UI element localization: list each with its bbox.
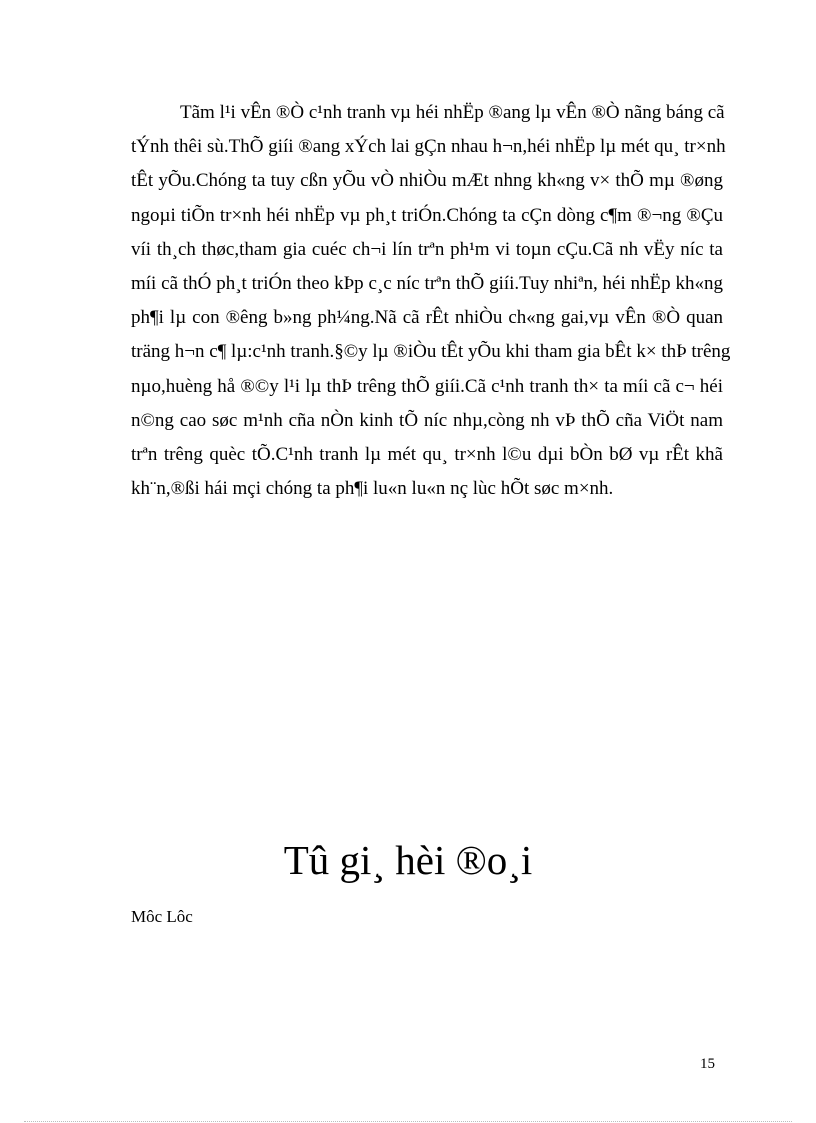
- paragraph-line: víi th¸ch thøc,tham gia cuéc ch¬i lín trªn ph¹m vi toµn cÇu.Cã nh vËy níc ta: [131, 238, 723, 260]
- paragraph-line: ph¶i lµ con ®êng b»ng ph¼ng.Nã cã rÊt nhiÒu ch«ng gai,vµ vÊn ®Ò quan: [131, 307, 723, 329]
- paragraph-line: Tãm l¹i vÊn ®Ò c¹nh tranh vµ héi nhËp ®ang lµ vÊn ®Ò nãng báng cã: [180, 102, 725, 123]
- paragraph-line: kh¨n,®ßi hái mçi chóng ta ph¶i lu«n lu«n nç lùc hÕt søc m×nh.: [131, 478, 614, 500]
- paragraph-line: träng h¬n c¶ lµ:c¹nh tranh.§©y lµ ®iÒu tÊt yÕu khi tham gia bÊt k× thÞ trêng: [131, 341, 731, 363]
- paragraph-line: ngoµi tiÕn tr×nh héi nhËp vµ ph¸t triÓn.Chóng ta cÇn dòng c¶m ®¬ng ®Çu: [131, 204, 723, 226]
- paragraph-line: nµo,huèng hå ®©y l¹i lµ thÞ trêng thÕ giíi.Cã c¹nh tranh th× ta míi cã c¬ héi: [131, 375, 723, 397]
- page-number: 15: [700, 1056, 715, 1072]
- paragraph-line: n©ng cao søc m¹nh cña nÒn kinh tÕ níc nhµ,còng nh vÞ thÕ cña ViÖt nam: [131, 409, 723, 431]
- paragraph-line: míi cã thÓ ph¸t triÓn theo kÞp c¸c níc trªn thÕ giíi.Tuy nhiªn, héi nhËp kh«ng: [131, 273, 723, 295]
- section-title: Tû gi¸ hèi ®o¸i: [283, 837, 533, 883]
- page-bottom-divider: [24, 1121, 792, 1122]
- paragraph-line: tÝnh thêi sù.ThÕ giíi ®ang xÝch lai gÇn nhau h¬n,héi nhËp lµ mét qu¸ tr×nh: [131, 136, 726, 158]
- paragraph-line: tÊt yÕu.Chóng ta tuy cßn yÕu vÒ nhiÒu mÆt nhng kh«ng v× thÕ mµ ®øng: [131, 170, 723, 192]
- author-label: Môc Lôc: [131, 907, 193, 926]
- body-paragraph: [131, 96, 731, 506]
- paragraph-line: trªn trêng quèc tÕ.C¹nh tranh lµ mét qu¸ tr×nh l©u dµi bÒn bØ vµ rÊt khã: [131, 444, 723, 466]
